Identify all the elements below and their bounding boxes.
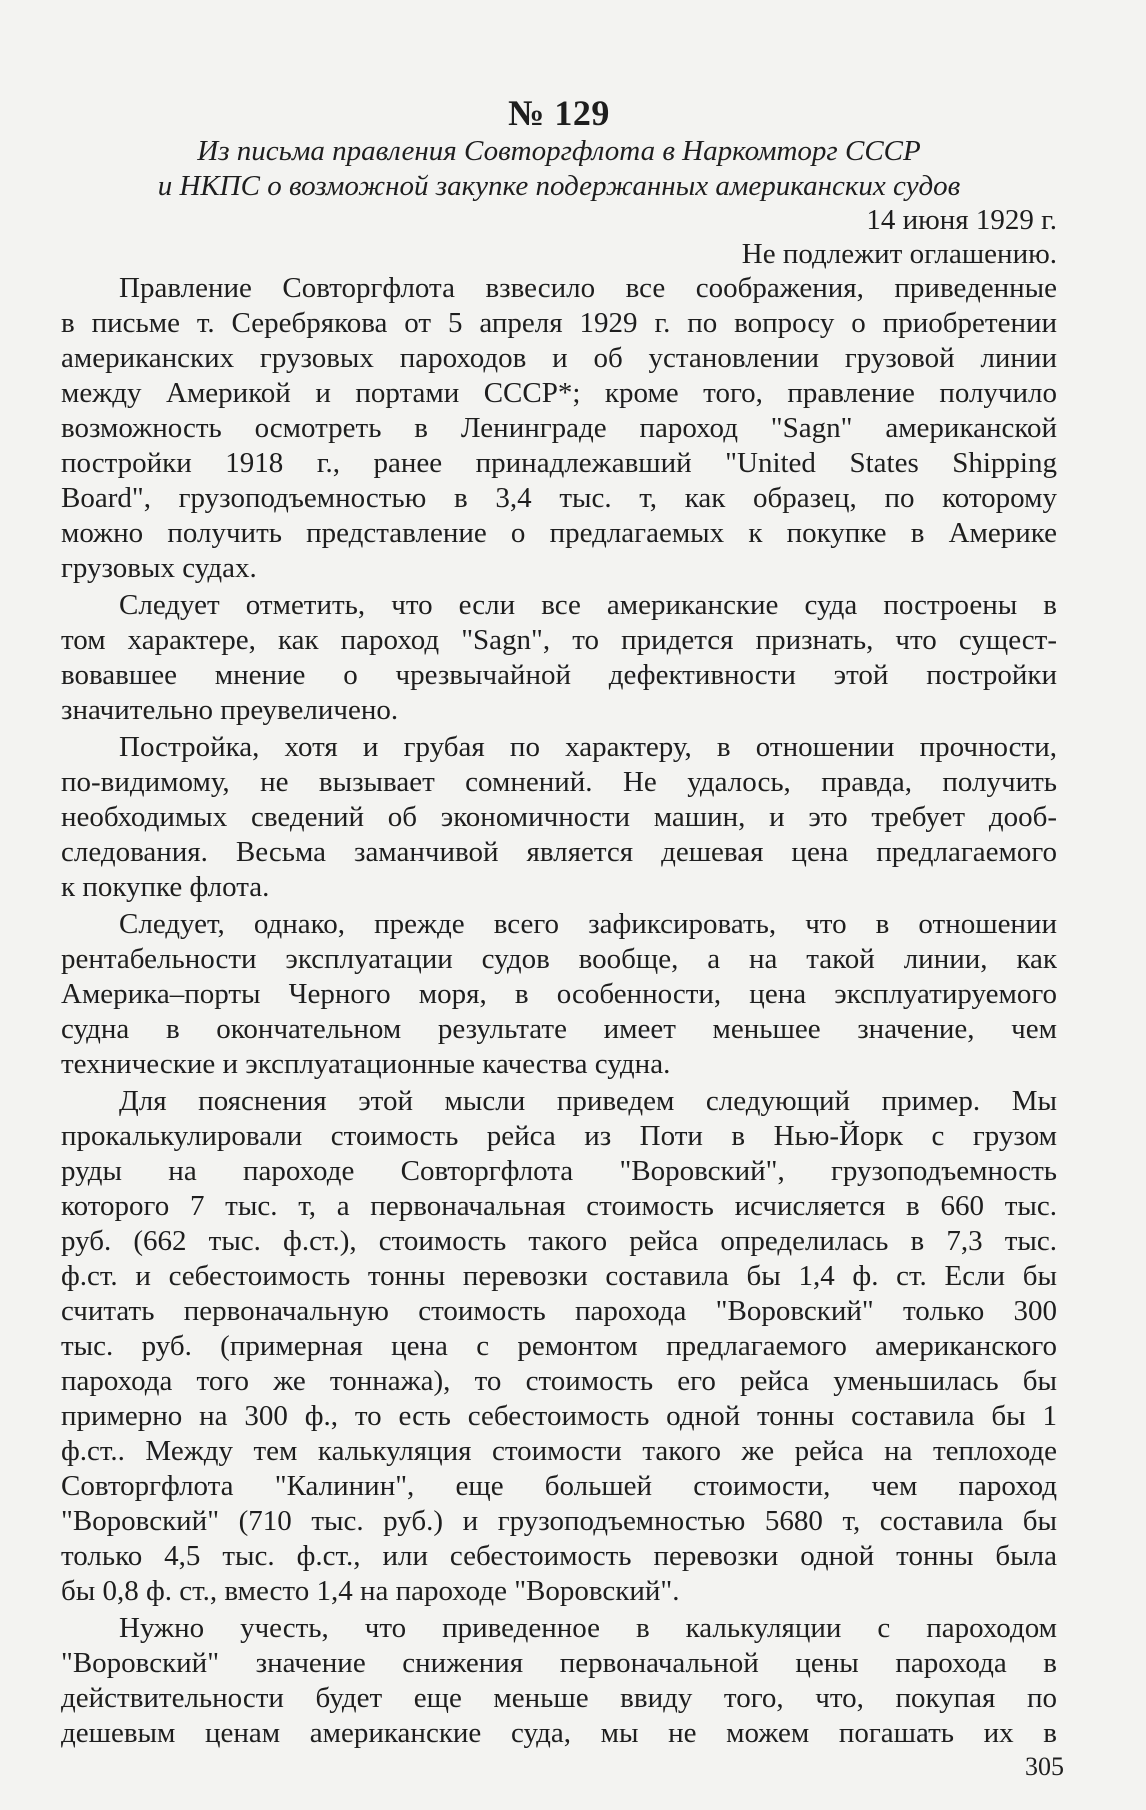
text-line: "Воровский" (710 тыс. руб.) и грузоподъемностью 5680 т, составила бы — [61, 1505, 1057, 1537]
paragraph — [61, 1611, 1057, 1751]
text-line: только 4,5 тыс. ф.ст., или себестоимость перевозки одной тонны была — [61, 1540, 1057, 1572]
text-line: Правление Совторгфлота взвесило все соображения, приведенные — [119, 272, 1057, 304]
document-body — [61, 271, 1057, 1753]
text-line: Следует отметить, что если все американские суда построены в — [119, 589, 1057, 621]
text-line: руды на пароходе Совторгфлота "Воровский", грузоподъемность — [61, 1155, 1057, 1187]
text-line: бы 0,8 ф. ст., вместо 1,4 на пароходе "Воровский". — [61, 1575, 680, 1607]
text-line: которого 7 тыс. т, а первоначальная стоимость исчисляется в 660 тыс. — [61, 1190, 1057, 1222]
text-line: технические и эксплуатационные качества судна. — [61, 1048, 671, 1080]
text-line: руб. (662 тыс. ф.ст.), стоимость такого рейса определилась в 7,3 тыс. — [61, 1225, 1057, 1257]
page-number: 305 — [1025, 1752, 1064, 1781]
text-line: Следует, однако, прежде всего зафиксировать, что в отношении — [119, 908, 1057, 940]
text-line: вовавшее мнение о чрезвычайной дефективности этой постройки — [61, 659, 1057, 691]
text-line: Board", грузоподъемностью в 3,4 тыс. т, как образец, по которому — [61, 482, 1057, 514]
confidentiality-note: Не подлежит оглашению. — [741, 238, 1057, 270]
text-line: значительно преувеличено. — [61, 694, 399, 726]
document-number: № 129 — [508, 93, 610, 133]
text-line: прокалькулировали стоимость рейса из Поти в Нью-Йорк с грузом — [61, 1120, 1057, 1152]
text-line: необходимых сведений об экономичности машин, и это требует дооб- — [61, 801, 1057, 833]
text-line: между Америкой и портами СССР*; кроме того, правление получило — [61, 377, 1057, 409]
text-line: следования. Весьма заманчивой является дешевая цена предлагаемого — [61, 836, 1057, 868]
document-title-line: и НКПС о возможной закупке подержанных американских судов — [157, 170, 961, 202]
paragraph — [61, 907, 1057, 1082]
text-line: можно получить представление о предлагаемых к покупке в Америке — [61, 517, 1057, 549]
text-line: рентабельности эксплуатации судов вообще, а на такой линии, как — [61, 943, 1057, 975]
document-title — [61, 134, 1057, 204]
text-line: по-видимому, не вызывает сомнений. Не удалось, правда, получить — [61, 766, 1057, 798]
text-line: парохода того же тоннажа), то стоимость его рейса уменьшилась бы — [61, 1365, 1057, 1397]
text-line: американских грузовых пароходов и об установлении грузовой линии — [61, 342, 1057, 374]
paragraph — [61, 730, 1057, 905]
text-line: "Воровский" значение снижения первоначальной цены парохода в — [61, 1647, 1057, 1679]
text-line: Постройка, хотя и грубая по характеру, в отношении прочности, — [119, 731, 1057, 763]
text-line: действительности будет еще меньше ввиду того, что, покупая по — [61, 1682, 1057, 1714]
paragraph — [61, 588, 1057, 728]
text-line: грузовых судах. — [61, 552, 257, 584]
text-line: дешевым ценам американские суда, мы не можем погашать их в — [61, 1717, 1057, 1749]
text-line: к покупке флота. — [61, 871, 270, 903]
text-line: ф.ст.. Между тем калькуляция стоимости такого же рейса на теплоходе — [61, 1435, 1057, 1467]
text-line: постройки 1918 г., ранее принадлежавший "United States Shipping — [61, 447, 1057, 479]
text-line: ф.ст. и себестоимость тонны перевозки составила бы 1,4 ф. ст. Если бы — [61, 1260, 1057, 1292]
text-line: тыс. руб. (примерная цена с ремонтом предлагаемого американского — [61, 1330, 1057, 1362]
paragraph — [61, 1084, 1057, 1609]
document-date: 14 июня 1929 г. — [866, 204, 1057, 236]
text-line: Совторгфлота "Калинин", еще большей стоимости, чем пароход — [61, 1470, 1057, 1502]
text-line: считать первоначальную стоимость парохода "Воровский" только 300 — [61, 1295, 1057, 1327]
text-line: Нужно учесть, что приведенное в калькуляции с пароходом — [119, 1612, 1057, 1644]
text-line: в письме т. Серебрякова от 5 апреля 1929 г. по вопросу о приобретении — [61, 307, 1057, 339]
text-line: Для пояснения этой мысли приведем следующий пример. Мы — [119, 1085, 1057, 1117]
text-line: примерно на 300 ф., то есть себестоимость одной тонны составила бы 1 — [61, 1400, 1057, 1432]
paragraph — [61, 271, 1057, 586]
text-line: судна в окончательном результате имеет меньшее значение, чем — [61, 1013, 1057, 1045]
document-title-line: Из письма правления Совторгфлота в Наркомторг СССР — [197, 135, 921, 167]
text-line: Америка–порты Черного моря, в особенности, цена эксплуатируемого — [61, 978, 1057, 1010]
text-line: том характере, как пароход "Sagn", то придется признать, что сущест- — [61, 624, 1057, 656]
text-line: возможность осмотреть в Ленинграде пароход "Sagn" американской — [61, 412, 1057, 444]
